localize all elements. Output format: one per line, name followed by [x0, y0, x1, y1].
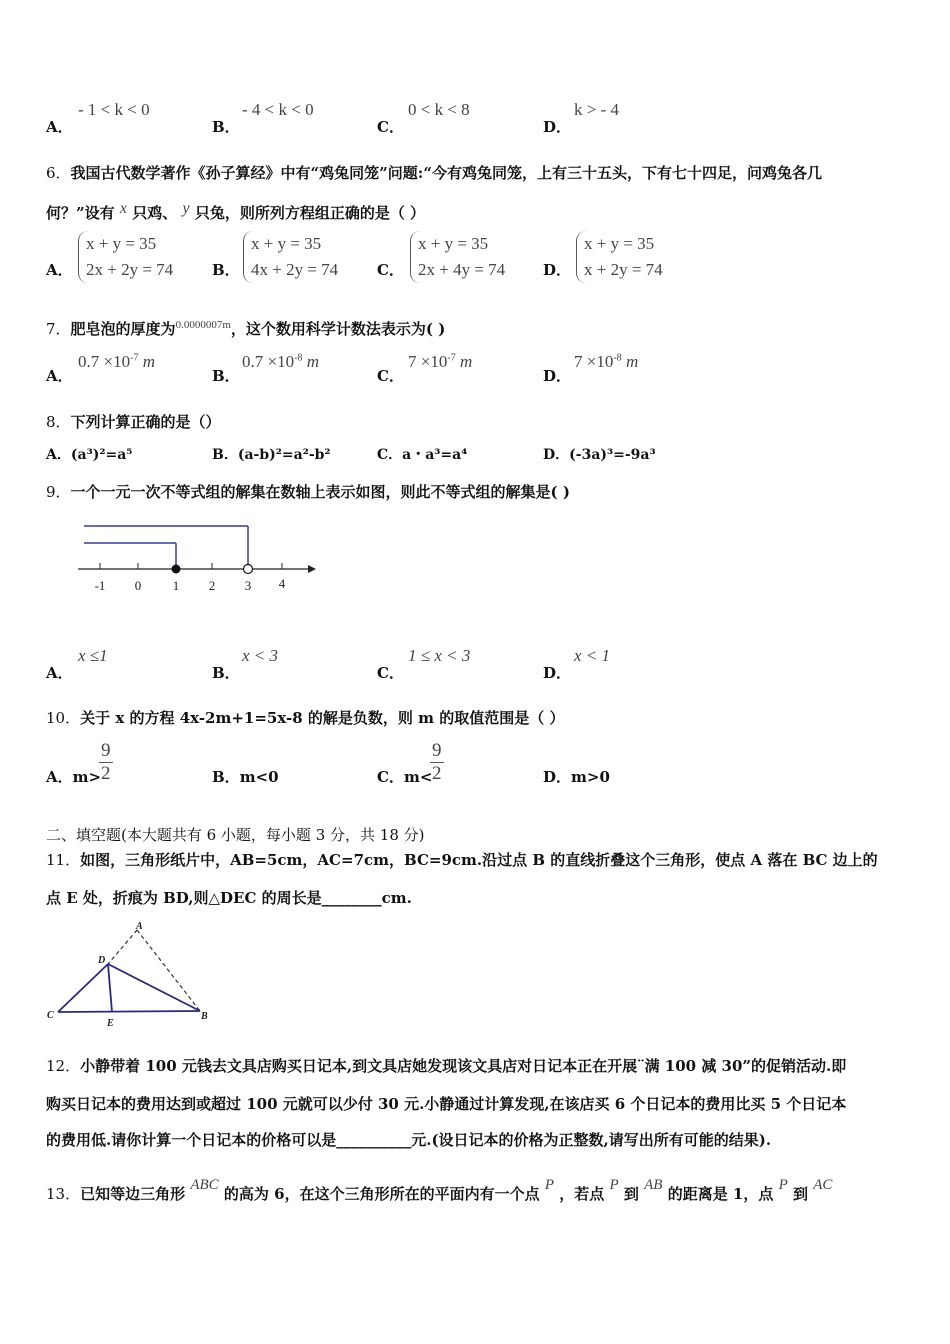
q6-option-c-eq2: 2x + 4y = 74 — [418, 260, 506, 279]
q8-option-c-label[interactable]: C． — [377, 447, 403, 463]
q10-option-a-fraction — [99, 740, 113, 785]
q7-option-a-math — [78, 352, 155, 372]
q7-option-c-label[interactable]: C． — [377, 367, 404, 385]
q13-math-p3: P — [778, 1177, 788, 1193]
q7-option-b-exp: -8 — [294, 352, 303, 364]
q8-option-a-label[interactable]: A． — [46, 447, 71, 463]
q7-option-d-math — [574, 352, 638, 372]
triangle-figure — [40, 920, 220, 1028]
tick-label: 0 — [134, 578, 142, 593]
q9-option-c-math: 1 ≤ x < 3 — [408, 646, 471, 665]
label-a: A — [136, 921, 143, 932]
q10-option-c-fraction — [430, 740, 444, 785]
q6-line2b: 只鸡、 — [132, 204, 178, 222]
q8-option-c — [377, 444, 467, 464]
q6-line2c: 只兔，则所列方程组正确的是（ ） — [194, 204, 426, 222]
q6-var-y: y — [182, 200, 190, 217]
q9-option-c-label[interactable]: C． — [377, 664, 404, 682]
q7-option-d-unit: m — [621, 352, 639, 371]
label-b: B — [201, 1011, 208, 1022]
q5-option-d-label[interactable]: D． — [543, 118, 572, 136]
q7-option-b-unit: m — [302, 352, 319, 371]
label-e: E — [107, 1018, 114, 1028]
q6-line1-text: 我国古代数学著作《孙子算经》中有“鸡兔同笼”问题:“今有鸡兔同笼，上有三十五头，下有七十四足，问鸡兔各几 — [70, 164, 822, 182]
q6-var-x: x — [119, 200, 127, 217]
q10-option-c-text: m< — [403, 768, 433, 786]
closed-point-1 — [172, 565, 181, 574]
fraction-denominator: 2 — [432, 763, 442, 784]
q10-option-a-text: m> — [72, 768, 102, 786]
tick-label: 1 — [172, 578, 180, 593]
q6-option-d-system — [576, 231, 663, 283]
q13-number: 13． — [46, 1185, 81, 1203]
q6-option-a-eq2: 2x + 2y = 74 — [86, 260, 174, 279]
q13-text-5: 的距离是 1，点 — [667, 1185, 774, 1203]
tick-label: 2 — [208, 578, 216, 593]
q6-option-d-eq1: x + y = 35 — [584, 234, 655, 253]
tick-label: 4 — [278, 576, 286, 591]
q5-option-a-math: - 1 < k < 0 — [78, 100, 150, 119]
tick-label: 3 — [244, 578, 252, 593]
q8-option-b-text: (a-b)²=a²-b² — [237, 447, 331, 463]
q9-text: 一个一元一次不等式组的解集在数轴上表示如图，则此不等式组的解集是( ) — [70, 483, 570, 501]
q12-line3: 的费用低.请你计算一个日记本的价格可以是__________元.(设日记本的价格为正整数,请写出所有可能的结果). — [46, 1131, 772, 1149]
tick-label: -1 — [94, 578, 106, 593]
q10-option-d-text: m>0 — [571, 768, 610, 786]
fraction-numerator: 9 — [432, 740, 442, 761]
q9-option-b-label[interactable]: B． — [212, 664, 240, 682]
q7-value: 0.0000007m — [175, 319, 231, 331]
q11-line2: 点 E 处，折痕为 BD,则△DEC 的周长是________cm. — [46, 889, 412, 907]
q9-stem — [46, 481, 570, 502]
q7-option-c-base: 7 ×10 — [408, 352, 448, 371]
q10-option-c-label[interactable]: C． — [377, 768, 404, 786]
q13-text-3: ，若点 — [559, 1185, 605, 1203]
fraction-numerator: 9 — [101, 740, 111, 761]
q12-line1 — [46, 1055, 846, 1076]
q13-line1 — [46, 1177, 832, 1204]
q10-number: 10． — [46, 709, 81, 727]
number-line-figure — [70, 518, 330, 598]
q7-option-b-math — [242, 352, 319, 372]
q5-option-b-label[interactable]: B． — [212, 118, 240, 136]
q10-option-b — [212, 766, 279, 787]
q6-option-b-eq1: x + y = 35 — [251, 234, 322, 253]
q11-number: 11． — [46, 851, 81, 869]
q9-number: 9． — [46, 483, 71, 501]
q7-option-b-label[interactable]: B． — [212, 367, 240, 385]
q13-text-4: 到 — [623, 1185, 639, 1203]
q6-option-b-label[interactable]: B． — [212, 261, 240, 279]
q6-option-b-eq2: 4x + 2y = 74 — [251, 260, 339, 279]
q6-option-d-label[interactable]: D． — [543, 261, 572, 279]
q6-line1 — [46, 162, 822, 183]
q6-option-a-eq1: x + y = 35 — [86, 234, 157, 253]
q10-option-a-label[interactable]: A． — [46, 768, 73, 786]
q9-option-d-label[interactable]: D． — [543, 664, 572, 682]
q8-number: 8． — [46, 413, 71, 431]
q5-option-c-math: 0 < k < 8 — [408, 100, 470, 119]
q7-option-a-unit: m — [138, 352, 155, 371]
q8-option-d-label[interactable]: D． — [543, 447, 570, 463]
q7-option-a-label[interactable]: A． — [46, 367, 73, 385]
q13-math-p1: P — [544, 1177, 554, 1193]
q6-line2 — [46, 200, 425, 223]
q8-option-c-text: a・a³=a⁴ — [402, 447, 468, 463]
open-point-3 — [244, 565, 253, 574]
q6-option-a-system — [78, 231, 173, 283]
q8-option-b — [212, 444, 331, 464]
segment-cb — [58, 1011, 200, 1012]
q6-option-c-label[interactable]: C． — [377, 261, 404, 279]
q7-option-c-exp: -7 — [447, 352, 456, 364]
q8-option-d — [543, 444, 656, 464]
q8-stem — [46, 411, 221, 432]
q6-line2a: 何？”设有 — [46, 204, 115, 222]
q7-option-b-base: 0.7 ×10 — [242, 352, 295, 371]
fraction-denominator: 2 — [101, 763, 111, 784]
label-c: C — [47, 1010, 54, 1021]
q8-option-a-text: (a³)²=a⁵ — [70, 447, 133, 463]
q13-math-p2: P — [609, 1177, 619, 1193]
segment-db — [108, 964, 200, 1011]
q6-option-b-system — [243, 231, 338, 283]
q10-text: 关于 x 的方程 4x-2m+1=5x-8 的解是负数，则 m 的取值范围是（ ） — [80, 709, 565, 727]
q7-option-c-unit: m — [455, 352, 473, 371]
q13-text-2: 的高为 6，在这个三角形所在的平面内有一个点 — [223, 1185, 540, 1203]
q7-text-b: ，这个数用科学计数法表示为( ) — [230, 320, 446, 338]
q11-line1 — [46, 849, 878, 870]
q6-option-d-eq2: x + 2y = 74 — [584, 260, 663, 279]
q13-math-ac: AC — [813, 1177, 833, 1193]
q10-option-b-label[interactable]: B． — [212, 768, 240, 786]
label-d: D — [98, 955, 106, 966]
q13-math-ab: AB — [644, 1177, 663, 1193]
q9-option-a-math: x ≤1 — [78, 646, 108, 665]
q10-stem — [46, 707, 564, 728]
q10-option-d — [543, 766, 610, 787]
q12-line1-text: 小静带着 100 元钱去文具店购买日记本,到文具店她发现该文具店对日记本正在开展¨满 100 减 30”的促销活动.即 — [80, 1057, 847, 1075]
q7-option-c-math — [408, 352, 472, 372]
q7-option-a-exp: -7 — [130, 352, 139, 364]
q9-option-b-math: x < 3 — [242, 646, 279, 665]
q10-option-b-text: m<0 — [239, 768, 279, 786]
q12-number: 12． — [46, 1057, 81, 1075]
q5-option-c-label[interactable]: C． — [377, 118, 404, 136]
q12-line2: 购买日记本的费用达到或超过 100 元就可以少付 30 元.小静通过计算发现,在该店买 6 个日记本的费用比买 5 个日记本 — [46, 1095, 847, 1113]
q5-option-b-math: - 4 < k < 0 — [242, 100, 314, 119]
q10-option-d-label[interactable]: D． — [543, 768, 572, 786]
q5-option-a-label[interactable]: A． — [46, 118, 73, 136]
q8-option-a — [46, 444, 132, 464]
q7-option-d-base: 7 ×10 — [574, 352, 614, 371]
fold-segment-ad — [108, 930, 137, 964]
section-heading-fill-in: 二、填空题(本大题共有 6 小题，每小题 3 分，共 18 分) — [46, 826, 425, 844]
q5-option-d-math: k > - 4 — [574, 100, 619, 119]
q6-option-c-eq1: x + y = 35 — [418, 234, 489, 253]
segment-de — [108, 964, 112, 1012]
q7-number: 7． — [46, 320, 71, 338]
q8-text: 下列计算正确的是（） — [70, 413, 221, 431]
q13-math-abc: ABC — [190, 1177, 219, 1193]
q7-option-d-label[interactable]: D． — [543, 367, 572, 385]
q7-stem — [46, 318, 445, 339]
fold-segment-ab — [137, 930, 200, 1011]
q7-text-a: 肥皂泡的厚度为 — [70, 320, 176, 338]
q7-option-d-exp: -8 — [613, 352, 622, 364]
q8-option-d-text: (-3a)³=-9a³ — [569, 447, 656, 463]
q6-option-a-label[interactable]: A． — [46, 261, 73, 279]
q6-option-c-system — [410, 231, 505, 283]
q8-option-b-label[interactable]: B． — [212, 447, 238, 463]
q11-line1-text: 如图，三角形纸片中，AB=5cm，AC=7cm，BC=9cm.沿过点 B 的直线折叠这个三角形，使点 A 落在 BC 边上的 — [80, 851, 878, 869]
q13-text-6: 到 — [793, 1185, 809, 1203]
q13-text-1: 已知等边三角形 — [80, 1185, 186, 1203]
q9-option-d-math: x < 1 — [574, 646, 611, 665]
q9-option-a-label[interactable]: A． — [46, 664, 73, 682]
q10-option-c — [377, 766, 432, 787]
number-line-arrow — [308, 565, 316, 573]
q10-option-a — [46, 766, 101, 787]
q6-number: 6． — [46, 164, 71, 182]
q7-option-a-base: 0.7 ×10 — [78, 352, 131, 371]
segment-dc — [58, 964, 108, 1012]
